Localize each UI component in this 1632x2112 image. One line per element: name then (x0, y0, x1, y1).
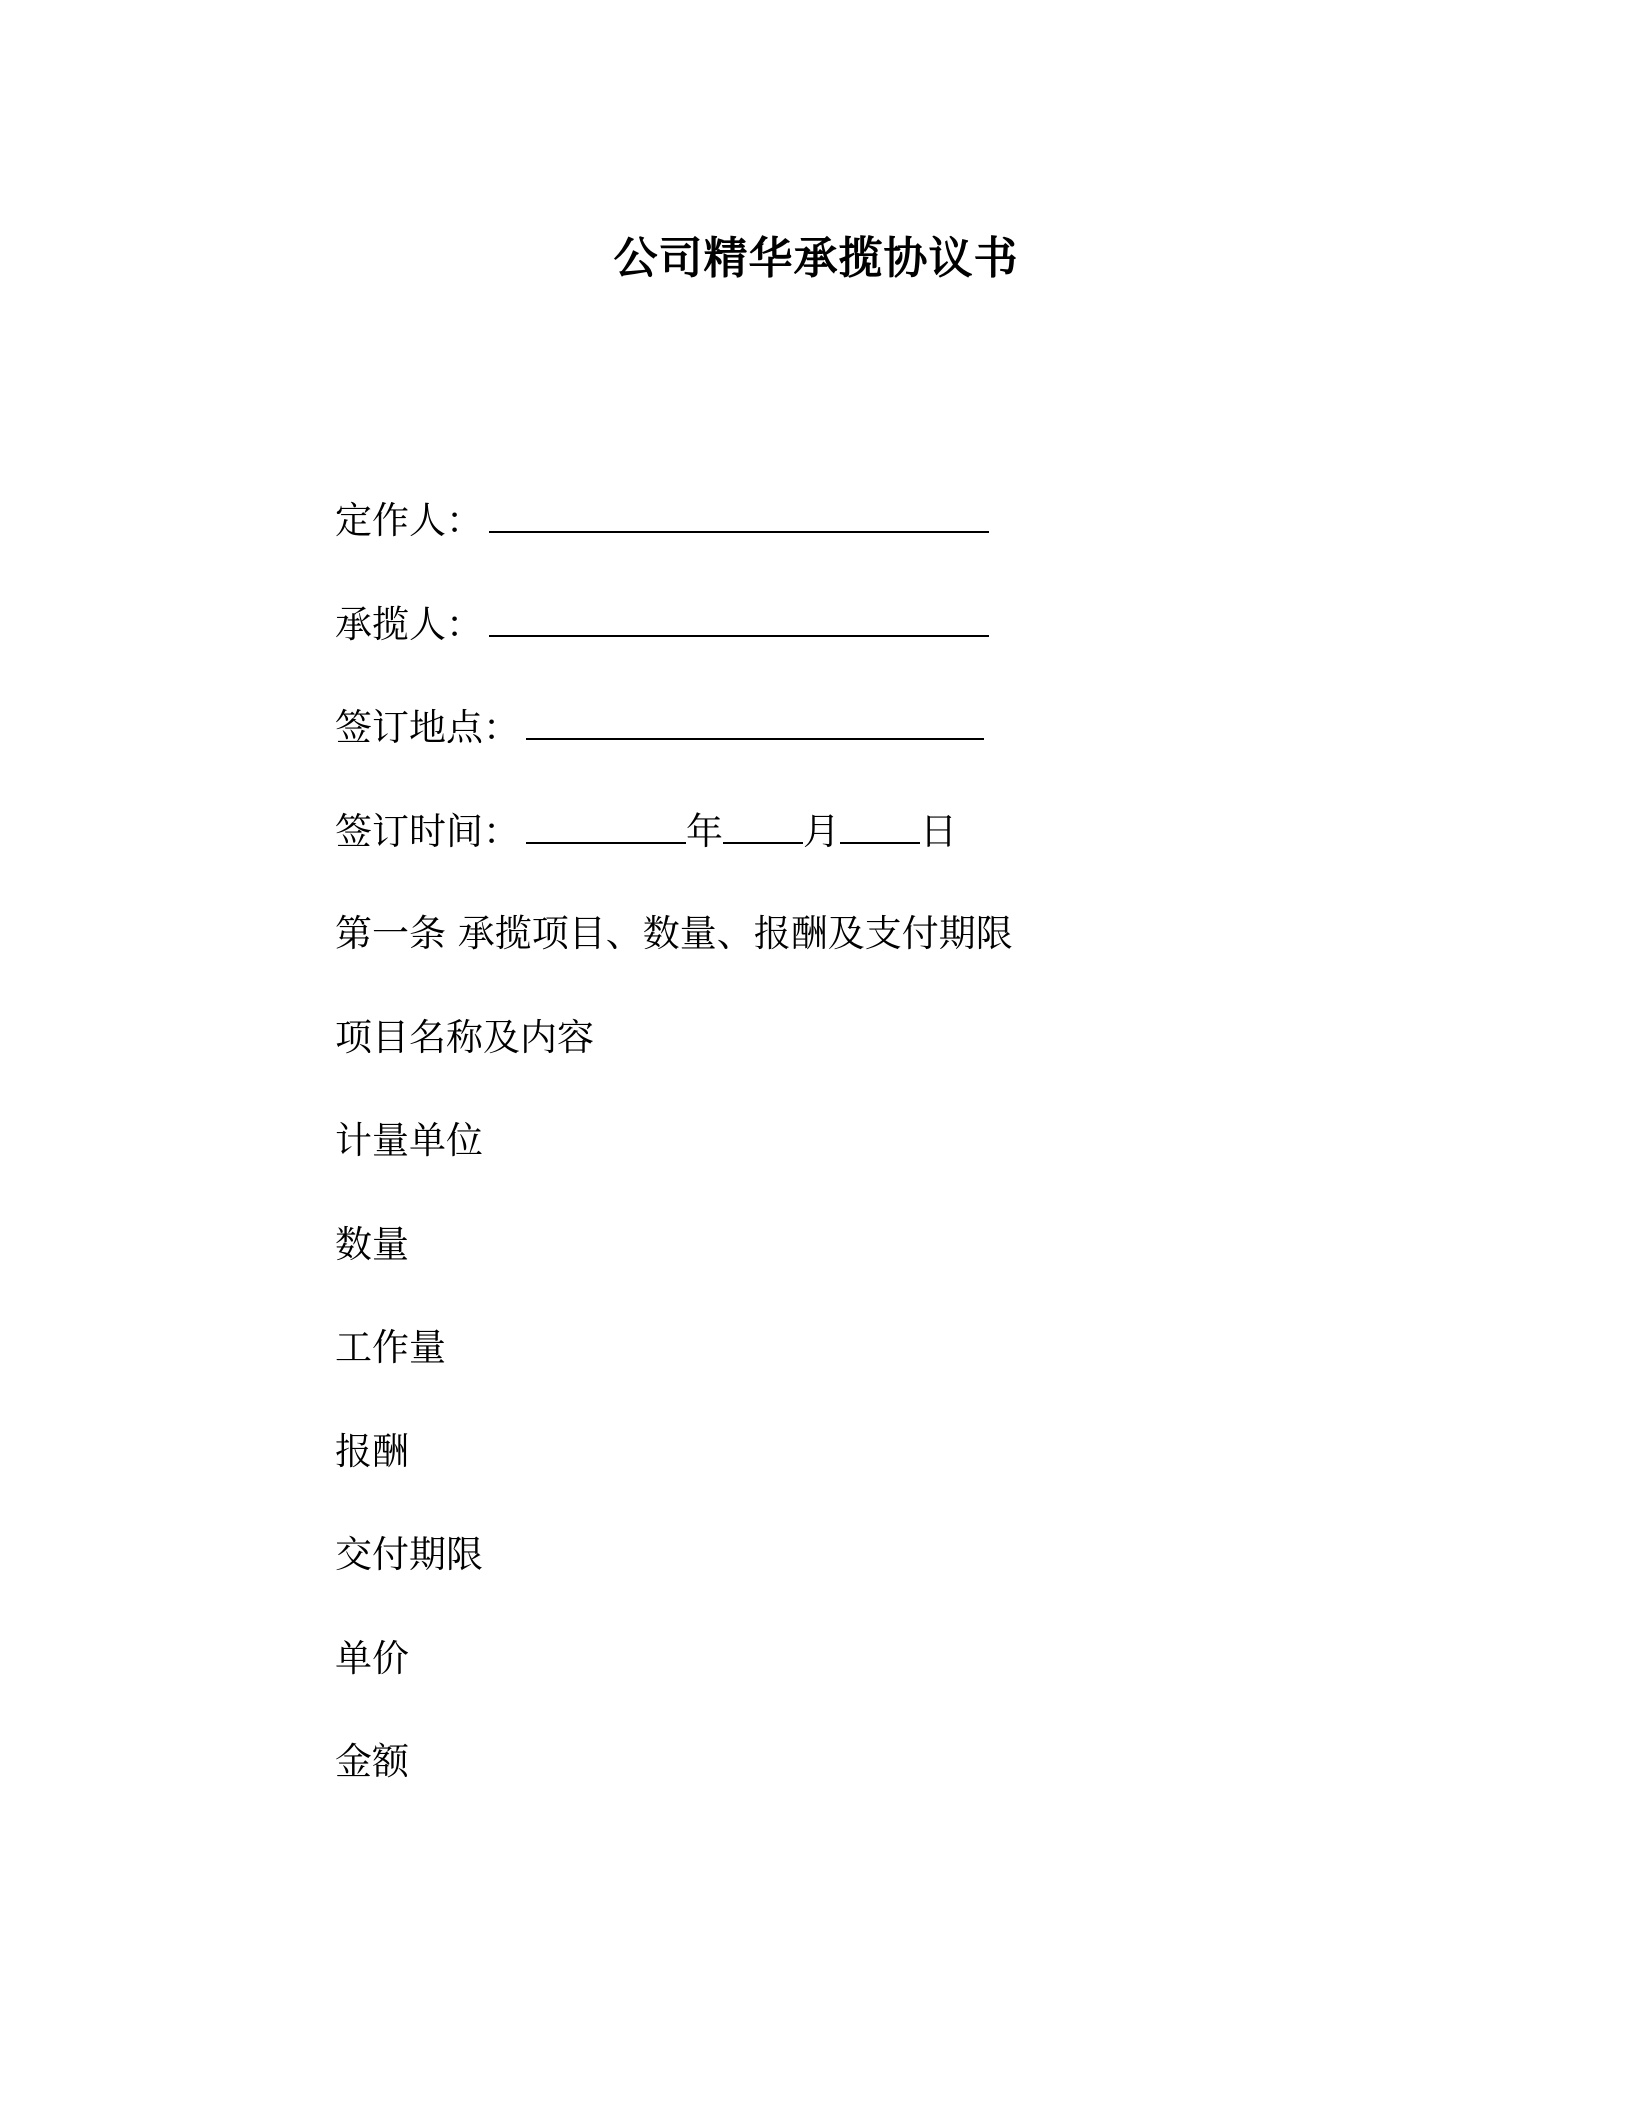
month-blank[interactable] (723, 808, 803, 844)
contractor-label: 承揽人： (335, 603, 483, 646)
document-title: 公司精华承揽协议书 (613, 233, 1019, 284)
day-blank[interactable] (840, 808, 920, 844)
year-label: 年 (686, 810, 723, 853)
orderer-label: 定作人： (335, 499, 483, 542)
orderer-field (335, 497, 989, 544)
place-label: 签订地点： (335, 706, 520, 749)
article1-heading: 第一条 承揽项目、数量、报酬及支付期限 (335, 912, 1013, 955)
article1-item: 报酬 (335, 1430, 409, 1473)
month-label: 月 (803, 810, 840, 853)
year-blank[interactable] (526, 808, 686, 844)
contractor-field (335, 601, 989, 648)
contractor-blank[interactable] (489, 601, 989, 637)
article1-item: 工作量 (335, 1326, 446, 1369)
article1-item: 交付期限 (335, 1533, 483, 1576)
orderer-blank[interactable] (489, 497, 989, 533)
article1-item: 项目名称及内容 (335, 1016, 594, 1059)
article1-item: 金额 (335, 1740, 409, 1783)
time-field (335, 808, 957, 855)
article1-item: 单价 (335, 1637, 409, 1680)
article1-item: 计量单位 (335, 1119, 483, 1162)
time-label: 签订时间： (335, 810, 520, 853)
article1-item: 数量 (335, 1223, 409, 1266)
place-blank[interactable] (526, 704, 984, 740)
day-label: 日 (920, 810, 957, 853)
place-field (335, 704, 984, 751)
